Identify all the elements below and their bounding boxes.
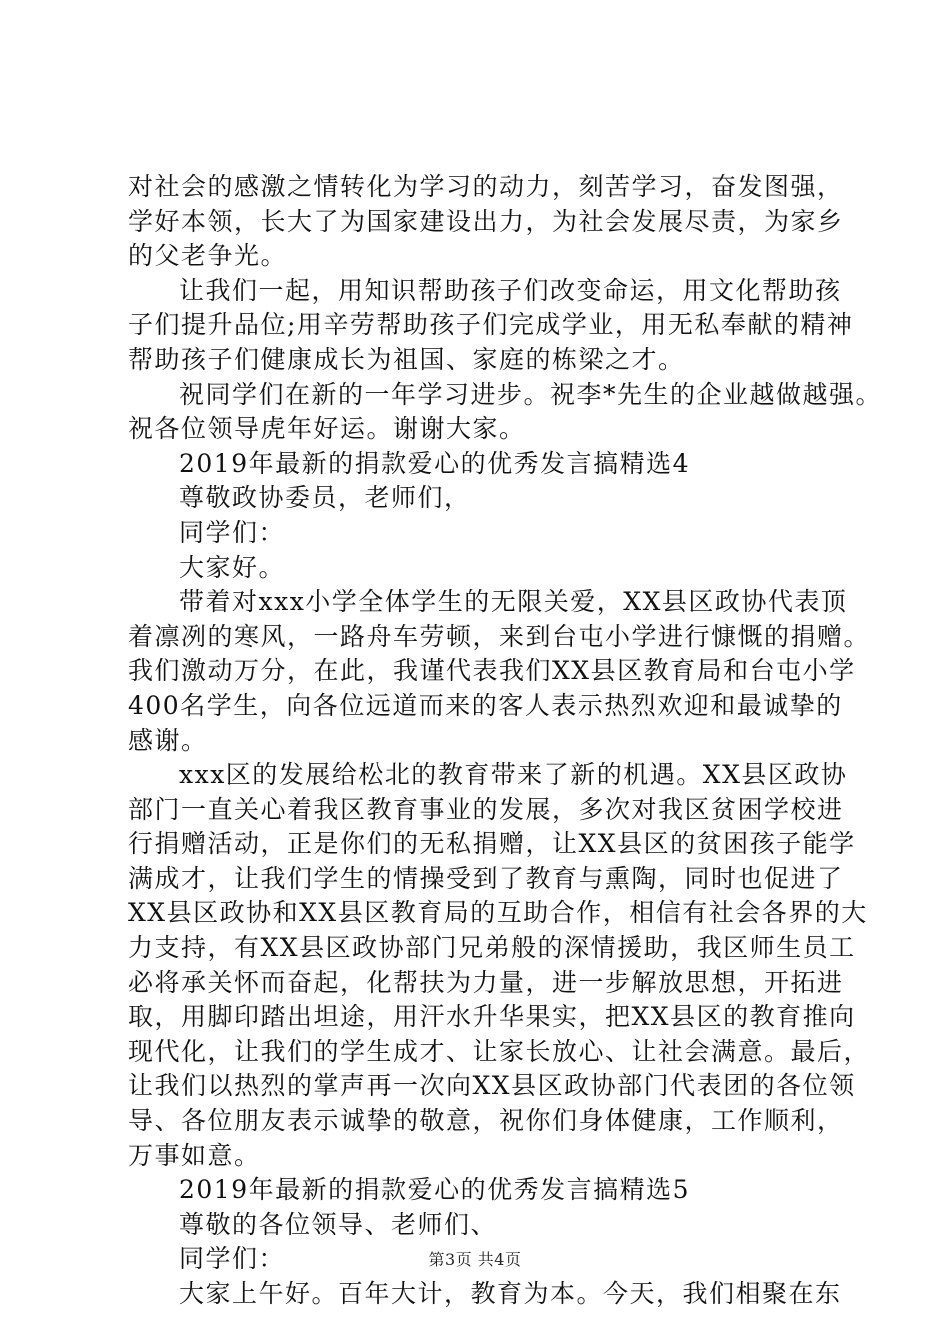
text-line: 现代化，让我们的学生成才、让家长放心、让社会满意。最后， xyxy=(128,1036,871,1066)
text-line: 大家上午好。百年大计，教育为本。今天，我们相聚在东 xyxy=(179,1279,842,1308)
text-line: 让我们一起，用知识帮助孩子们改变命运，用文化帮助孩 xyxy=(179,275,842,305)
text-line: 学好本领，长大了为国家建设出力，为社会发展尽责，为家乡 xyxy=(128,206,844,236)
text-line: 祝各位领导虎年好运。谢谢大家。 xyxy=(128,414,526,444)
text-line: 子们提升品位;用辛劳帮助孩子们完成学业，用无私奉献的精神 xyxy=(128,310,854,340)
text-line: xxx区的发展给松北的教育带来了新的机遇。XX县区政协 xyxy=(179,760,848,790)
text-line: 我们激动万分，在此，我谨代表我们XX县区教育局和台屯小学 xyxy=(128,656,856,686)
text-line: 导、各位朋友表示诚挚的敬意，祝你们身体健康，工作顺利， xyxy=(128,1106,844,1136)
text-line: 着凛冽的寒风，一路舟车劳顿，来到台屯小学进行慷慨的捐赠。 xyxy=(128,621,871,651)
text-line: 祝同学们在新的一年学习进步。祝李*先生的企业越做越强。 xyxy=(179,379,883,409)
text-line: 尊敬政协委员，老师们， xyxy=(179,483,471,513)
text-line: 的父老争光。 xyxy=(128,241,288,271)
text-line: 取，用脚印踏出坦途，用汗水升华果实，把XX县区的教育推向 xyxy=(128,1002,856,1032)
text-line: 力支持，有XX县区政协部门兄弟般的深情援助，我区师生员工 xyxy=(128,933,856,963)
text-line: 对社会的感激之情转化为学习的动力，刻苦学习，奋发图强， xyxy=(128,172,844,201)
text-line: 满成才，让我们学生的情操受到了教育与熏陶，同时也促进了 xyxy=(128,863,844,893)
text-line: 同学们： xyxy=(179,517,286,547)
body-text xyxy=(128,170,883,1312)
text-line: XX县区政协和XX县区教育局的互助合作，相信有社会各界的大 xyxy=(128,898,868,928)
text-line: 尊敬的各位领导、老师们、 xyxy=(179,1209,498,1239)
text-line: 感谢。 xyxy=(128,725,208,755)
text-line: 400名学生，向各位远道而来的客人表示热烈欢迎和最诚挚的 xyxy=(128,690,843,720)
text-line: 万事如意。 xyxy=(128,1140,261,1170)
text-line: 部门一直关心着我区教育事业的发展，多次对我区贫困学校进 xyxy=(128,794,844,824)
text-line: 2019年最新的捐款爱心的优秀发言搞精选5 xyxy=(179,1175,691,1205)
text-line: 帮助孩子们健康成长为祖国、家庭的栋梁之才。 xyxy=(128,344,685,374)
text-line: 同学们： xyxy=(179,1244,286,1274)
text-line: 行捐赠活动，正是你们的无私捐赠，让XX县区的贫困孩子能学 xyxy=(128,829,856,859)
text-line: 2019年最新的捐款爱心的优秀发言搞精选4 xyxy=(179,448,691,478)
text-line: 让我们以热烈的掌声再一次向XX县区政协部门代表团的各位领 xyxy=(128,1071,856,1101)
text-line: 必将承关怀而奋起，化帮扶为力量，进一步解放思想，开拓进 xyxy=(128,967,844,997)
text-line: 带着对xxx小学全体学生的无限关爱，XX县区政协代表顶 xyxy=(179,587,848,617)
text-line: 大家好。 xyxy=(179,552,286,582)
page-footer: 第3页 共4页 xyxy=(428,1250,522,1269)
